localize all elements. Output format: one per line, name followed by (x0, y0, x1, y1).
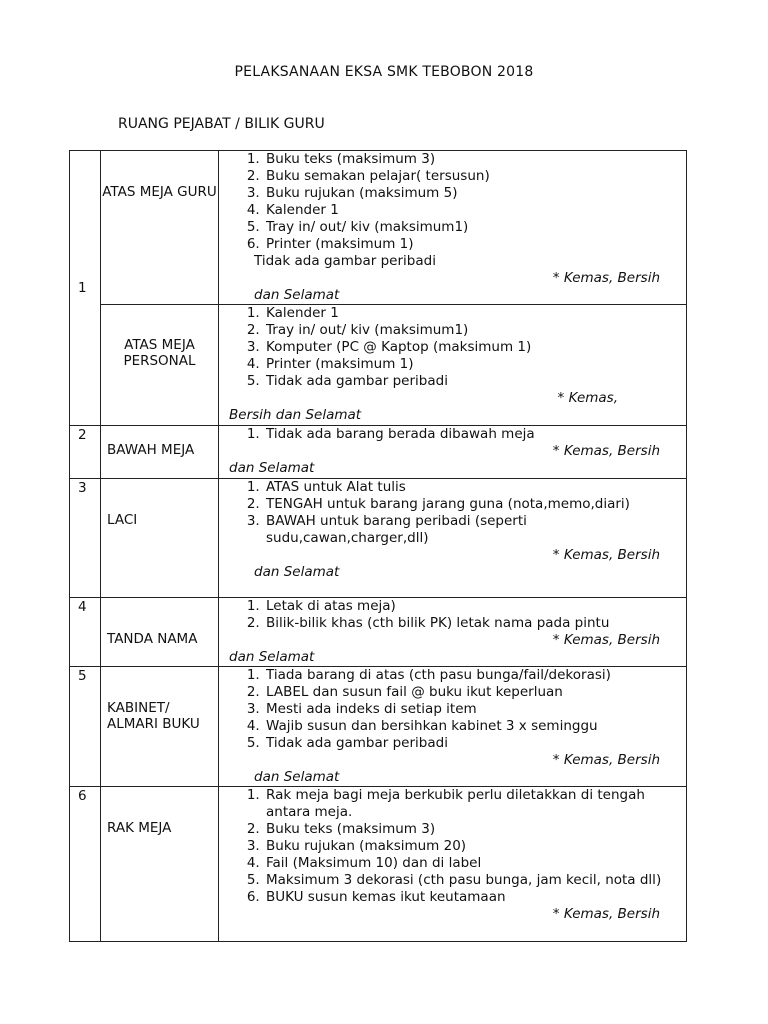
list-item: 3. Buku rujukan (maksimum 20) (264, 838, 678, 855)
item-list (219, 598, 678, 632)
area-label: ATAS MEJA GURU (102, 184, 217, 200)
note-text: * Kemas, Bersih (552, 547, 660, 563)
eksa-table (69, 150, 687, 942)
row-number: 6 (78, 788, 87, 804)
row-number: 3 (78, 480, 87, 496)
item-list (219, 151, 678, 253)
note-text-cont: dan Selamat (229, 649, 315, 665)
table-row (70, 598, 687, 667)
table-row (70, 667, 687, 787)
area-cell (101, 479, 219, 598)
row-number-cell (70, 479, 101, 598)
note-text-cont: dan Selamat (254, 287, 340, 303)
area-cell (101, 426, 219, 479)
area-label: BAWAH MEJA (107, 442, 195, 458)
area-cell (101, 598, 219, 667)
row-number: 1 (78, 280, 87, 296)
list-item: 5. Tray in/ out/ kiv (maksimum1) (264, 219, 678, 236)
item-list (219, 305, 678, 390)
list-item: 5. Tidak ada gambar peribadi (264, 735, 678, 752)
content-cell (219, 151, 687, 305)
note-text-cont: dan Selamat (229, 460, 315, 476)
row-number: 2 (78, 427, 87, 443)
area-label: ATAS MEJA PERSONAL (123, 337, 196, 369)
list-item: 4. Wajib susun dan bersihkan kabinet 3 x seminggu (264, 718, 678, 735)
note-text: * Kemas, (557, 390, 618, 406)
table-row (70, 479, 687, 598)
note-text: * Kemas, Bersih (552, 752, 660, 768)
list-item: 5. Tidak ada gambar peribadi (264, 373, 678, 390)
area-cell (101, 305, 219, 426)
table-row (70, 305, 687, 426)
list-item: 2. Tray in/ out/ kiv (maksimum1) (264, 322, 678, 339)
content-cell (219, 479, 687, 598)
note-text: * Kemas, Bersih (552, 632, 660, 648)
list-item: 4. Fail (Maksimum 10) dan di label (264, 855, 678, 872)
list-item: 1. Buku teks (maksimum 3) (264, 151, 678, 168)
item-list (219, 667, 678, 752)
list-item: 4. Kalender 1 (264, 202, 678, 219)
note-text: * Kemas, Bersih (552, 443, 660, 459)
area-cell (101, 151, 219, 305)
row-number-cell (70, 151, 101, 426)
list-item: 1. ATAS untuk Alat tulis (264, 479, 678, 496)
area-label: KABINET/ ALMARI BUKU (107, 700, 200, 732)
area-cell (101, 787, 219, 942)
row-number-cell (70, 426, 101, 479)
list-item: 1. Rak meja bagi meja berkubik perlu diletakkan di tengah antara meja. (264, 787, 678, 821)
list-item: 6. Printer (maksimum 1) (264, 236, 678, 253)
list-item: 4. Printer (maksimum 1) (264, 356, 678, 373)
list-item: 2. Bilik-bilik khas (cth bilik PK) letak nama pada pintu (264, 615, 678, 632)
item-list (219, 787, 678, 906)
note-text-cont: dan Selamat (254, 564, 340, 580)
note-text-cont: Bersih dan Selamat (229, 407, 362, 423)
list-item: 1. Kalender 1 (264, 305, 678, 322)
list-item: 3. Buku rujukan (maksimum 5) (264, 185, 678, 202)
row-number-cell (70, 787, 101, 942)
list-item: 3. Mesti ada indeks di setiap item (264, 701, 678, 718)
area-cell (101, 667, 219, 787)
area-label: RAK MEJA (107, 820, 172, 836)
document-title: PELAKSANAAN EKSA SMK TEBOBON 2018 (234, 64, 534, 80)
list-item: 6. BUKU susun kemas ikut keutamaan (264, 889, 678, 906)
content-cell (219, 426, 687, 479)
list-item: 1. Tiada barang di atas (cth pasu bunga/fail/dekorasi) (264, 667, 678, 684)
list-item: 2. Buku semakan pelajar( tersusun) (264, 168, 678, 185)
row-number: 4 (78, 599, 87, 615)
row-number-cell (70, 667, 101, 787)
content-cell (219, 787, 687, 942)
list-item: 3. Komputer (PC @ Kaptop (maksimum 1) (264, 339, 678, 356)
row-number: 5 (78, 668, 87, 684)
note-text: * Kemas, Bersih (552, 906, 660, 922)
note-text: * Kemas, Bersih (552, 270, 660, 286)
area-label: LACI (107, 512, 138, 528)
note-text-cont: dan Selamat (254, 769, 340, 785)
item-list (219, 426, 678, 443)
list-item: 2. TENGAH untuk barang jarang guna (nota,memo,diari) (264, 496, 678, 513)
list-item: 1. Letak di atas meja) (264, 598, 678, 615)
row-number-cell (70, 598, 101, 667)
content-cell (219, 305, 687, 426)
area-label: TANDA NAMA (107, 631, 198, 647)
list-item: 5. Maksimum 3 dekorasi (cth pasu bunga, jam kecil, nota dll) (264, 872, 678, 889)
extra-text: Tidak ada gambar peribadi (254, 253, 436, 269)
item-list (219, 479, 678, 547)
list-item: 3. BAWAH untuk barang peribadi (seperti sudu,cawan,charger,dll) (264, 513, 678, 547)
list-item: 2. LABEL dan susun fail @ buku ikut keperluan (264, 684, 678, 701)
list-item: 2. Buku teks (maksimum 3) (264, 821, 678, 838)
section-subtitle: RUANG PEJABAT / BILIK GURU (118, 116, 325, 132)
table-row (70, 151, 687, 305)
content-cell (219, 598, 687, 667)
list-item: 1. Tidak ada barang berada dibawah meja (264, 426, 678, 443)
content-cell (219, 667, 687, 787)
table-row (70, 787, 687, 942)
table-row (70, 426, 687, 479)
